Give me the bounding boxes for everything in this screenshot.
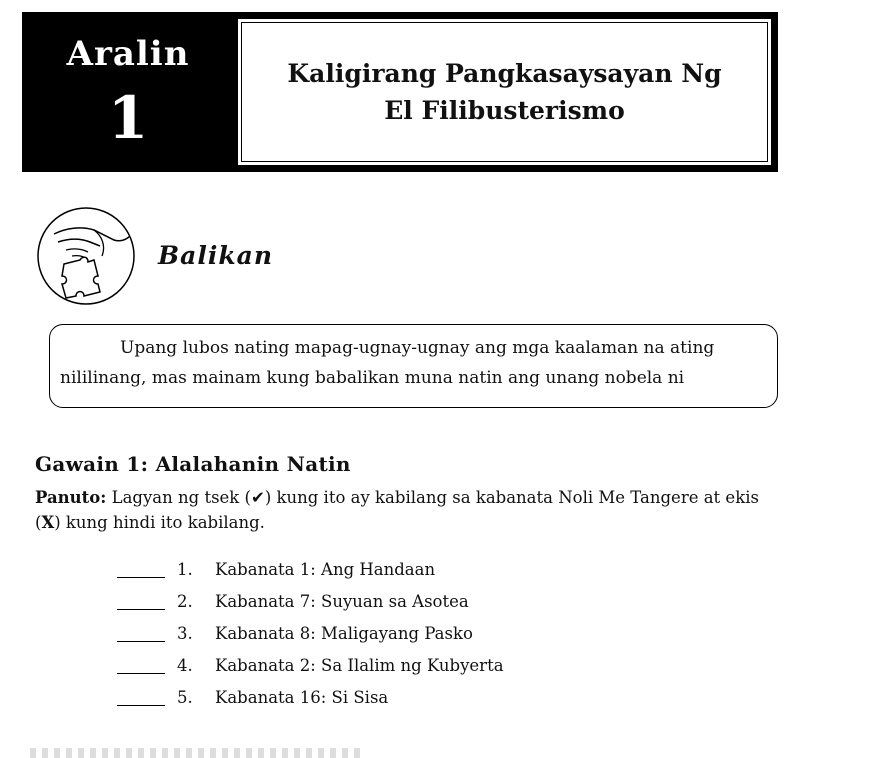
lesson-label-block xyxy=(22,12,234,172)
item-number: 5. xyxy=(177,688,193,707)
instructions-label: Panuto: xyxy=(35,488,107,507)
check-symbol: ✔ xyxy=(250,488,265,507)
item-number: 3. xyxy=(177,624,193,643)
balikan-title: Balikan xyxy=(158,241,274,270)
item-text: Kabanata 8: Maligayang Pasko xyxy=(215,624,473,643)
lesson-title xyxy=(241,22,768,162)
lesson-header xyxy=(22,12,778,172)
item-text: Kabanata 1: Ang Handaan xyxy=(215,560,436,579)
lesson-label: Aralin xyxy=(66,34,190,74)
answer-blank[interactable] xyxy=(117,577,165,578)
instructions-text-b: ) kung ito ay kabilang sa kabanata Noli Me Tangere at ekis ( xyxy=(35,488,759,532)
instructions-text-a: Lagyan ng tsek ( xyxy=(106,488,251,507)
item-number: 1. xyxy=(177,560,193,579)
intro-box xyxy=(49,324,778,408)
item-text: Kabanata 7: Suyuan sa Asotea xyxy=(215,592,469,611)
item-number: 4. xyxy=(177,656,193,675)
x-symbol: X xyxy=(41,513,55,532)
answer-blank[interactable] xyxy=(117,641,165,642)
item-text: Kabanata 16: Si Sisa xyxy=(215,688,389,707)
answer-blank[interactable] xyxy=(117,673,165,674)
lesson-number: 1 xyxy=(107,84,149,152)
item-text: Kabanata 2: Sa Ilalim ng Kubyerta xyxy=(215,656,504,675)
intro-line2: nililinang, mas mainam kung babalikan muna natin ang unang nobela ni xyxy=(60,368,685,388)
hand-puzzle-icon xyxy=(36,206,136,306)
lesson-title-line2: El Filibusterismo xyxy=(384,96,625,125)
instructions-text-c: ) kung hindi ito kabilang. xyxy=(54,513,265,532)
lesson-title-line1: Kaligirang Pangkasaysayan Ng xyxy=(287,58,722,88)
item-number: 2. xyxy=(177,592,193,611)
activity-title: Gawain 1: Alalahanin Natin xyxy=(35,452,351,476)
answer-blank[interactable] xyxy=(117,609,165,610)
intro-line1: Upang lubos nating mapag-ugnay-ugnay ang mga kaalaman na ating xyxy=(120,338,715,358)
instructions xyxy=(35,485,775,535)
lesson-title-box xyxy=(236,17,773,167)
answer-blank[interactable] xyxy=(117,705,165,706)
